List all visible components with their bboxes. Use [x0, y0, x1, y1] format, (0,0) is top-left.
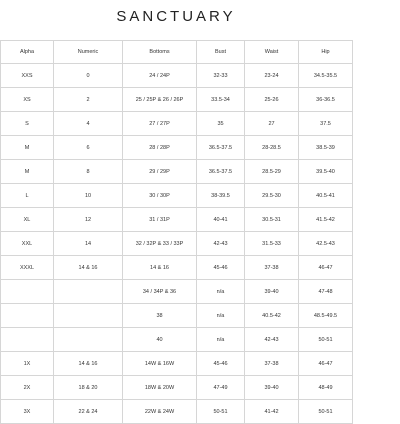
waist-cell: 37-38 [245, 352, 299, 376]
alpha-cell: 2X [1, 376, 54, 400]
alpha-cell: 1X [1, 352, 54, 376]
bust-cell: 45-46 [197, 256, 245, 280]
bust-cell: 47-49 [197, 376, 245, 400]
hip-cell: 50-51 [299, 328, 353, 352]
alpha-cell [1, 328, 54, 352]
alpha-cell: XS [1, 88, 54, 112]
bust-cell: 50-51 [197, 400, 245, 424]
bottoms-cell: 40 [123, 328, 197, 352]
alpha-cell: M [1, 136, 54, 160]
table-row [1, 256, 353, 280]
header-bottoms: Bottoms [123, 41, 197, 64]
header-bust: Bust [197, 41, 245, 64]
bust-cell: 36.5-37.5 [197, 136, 245, 160]
alpha-cell: L [1, 184, 54, 208]
header-alpha: Alpha [1, 41, 54, 64]
waist-cell: 39-40 [245, 280, 299, 304]
bottoms-cell: 32 / 32P & 33 / 33P [123, 232, 197, 256]
numeric-cell: 18 & 20 [54, 376, 123, 400]
hip-cell: 40.5-41 [299, 184, 353, 208]
alpha-cell: S [1, 112, 54, 136]
size-chart-table [0, 40, 353, 424]
bottoms-cell: 34 / 34P & 36 [123, 280, 197, 304]
waist-cell: 23-24 [245, 64, 299, 88]
alpha-cell: XXXL [1, 256, 54, 280]
table-row [1, 160, 353, 184]
bust-cell: n/a [197, 328, 245, 352]
bust-cell: n/a [197, 280, 245, 304]
hip-cell: 42.5-43 [299, 232, 353, 256]
brand-title: SANCTUARY [116, 8, 236, 25]
header-numeric: Numeric [54, 41, 123, 64]
bust-cell: 40-41 [197, 208, 245, 232]
waist-cell: 25-26 [245, 88, 299, 112]
table-row [1, 64, 353, 88]
alpha-cell: 3X [1, 400, 54, 424]
bust-cell: 33.5-34 [197, 88, 245, 112]
waist-cell: 29.5-30 [245, 184, 299, 208]
numeric-cell: 0 [54, 64, 123, 88]
alpha-cell: XXL [1, 232, 54, 256]
numeric-cell: 6 [54, 136, 123, 160]
waist-cell: 40.5-42 [245, 304, 299, 328]
bottoms-cell: 31 / 31P [123, 208, 197, 232]
hip-cell: 34.5-35.5 [299, 64, 353, 88]
waist-cell: 37-38 [245, 256, 299, 280]
waist-cell: 39-40 [245, 376, 299, 400]
numeric-cell: 14 [54, 232, 123, 256]
hip-cell: 47-48 [299, 280, 353, 304]
bottoms-cell: 24 / 24P [123, 64, 197, 88]
alpha-cell: XXS [1, 64, 54, 88]
table-row [1, 112, 353, 136]
bottoms-cell: 38 [123, 304, 197, 328]
table-row [1, 136, 353, 160]
table-header-row [1, 41, 353, 64]
numeric-cell [54, 304, 123, 328]
bottoms-cell: 18W & 20W [123, 376, 197, 400]
hip-cell: 37.5 [299, 112, 353, 136]
alpha-cell [1, 280, 54, 304]
hip-cell: 50-51 [299, 400, 353, 424]
bust-cell: 32-33 [197, 64, 245, 88]
bust-cell: 36.5-37.5 [197, 160, 245, 184]
alpha-cell: XL [1, 208, 54, 232]
hip-cell: 36-36.5 [299, 88, 353, 112]
bust-cell: 45-46 [197, 352, 245, 376]
bottoms-cell: 29 / 29P [123, 160, 197, 184]
waist-cell: 41-42 [245, 400, 299, 424]
waist-cell: 28-28.5 [245, 136, 299, 160]
numeric-cell: 2 [54, 88, 123, 112]
waist-cell: 31.5-33 [245, 232, 299, 256]
table-row [1, 352, 353, 376]
numeric-cell: 14 & 16 [54, 256, 123, 280]
table-body [1, 64, 353, 424]
numeric-cell: 22 & 24 [54, 400, 123, 424]
hip-cell: 41.5-42 [299, 208, 353, 232]
hip-cell: 48.5-49.5 [299, 304, 353, 328]
bottoms-cell: 30 / 30P [123, 184, 197, 208]
numeric-cell: 10 [54, 184, 123, 208]
bottoms-cell: 14 & 16 [123, 256, 197, 280]
bust-cell: n/a [197, 304, 245, 328]
header-waist: Waist [245, 41, 299, 64]
numeric-cell: 8 [54, 160, 123, 184]
numeric-cell: 4 [54, 112, 123, 136]
numeric-cell [54, 280, 123, 304]
numeric-cell: 14 & 16 [54, 352, 123, 376]
hip-cell: 46-47 [299, 256, 353, 280]
bust-cell: 42-43 [197, 232, 245, 256]
header-hip: Hip [299, 41, 353, 64]
bottoms-cell: 25 / 25P & 26 / 26P [123, 88, 197, 112]
numeric-cell [54, 328, 123, 352]
table-row [1, 328, 353, 352]
bottoms-cell: 14W & 16W [123, 352, 197, 376]
hip-cell: 46-47 [299, 352, 353, 376]
bottoms-cell: 27 / 27P [123, 112, 197, 136]
table-row [1, 88, 353, 112]
table-row [1, 304, 353, 328]
bust-cell: 35 [197, 112, 245, 136]
waist-cell: 27 [245, 112, 299, 136]
bottoms-cell: 28 / 28P [123, 136, 197, 160]
waist-cell: 42-43 [245, 328, 299, 352]
table-row [1, 280, 353, 304]
bust-cell: 38-39.5 [197, 184, 245, 208]
table-row [1, 376, 353, 400]
numeric-cell: 12 [54, 208, 123, 232]
hip-cell: 39.5-40 [299, 160, 353, 184]
table-row [1, 232, 353, 256]
hip-cell: 48-49 [299, 376, 353, 400]
waist-cell: 30.5-31 [245, 208, 299, 232]
hip-cell: 38.5-39 [299, 136, 353, 160]
waist-cell: 28.5-29 [245, 160, 299, 184]
table-row [1, 400, 353, 424]
alpha-cell [1, 304, 54, 328]
table-row [1, 184, 353, 208]
alpha-cell: M [1, 160, 54, 184]
bottoms-cell: 22W & 24W [123, 400, 197, 424]
table-row [1, 208, 353, 232]
